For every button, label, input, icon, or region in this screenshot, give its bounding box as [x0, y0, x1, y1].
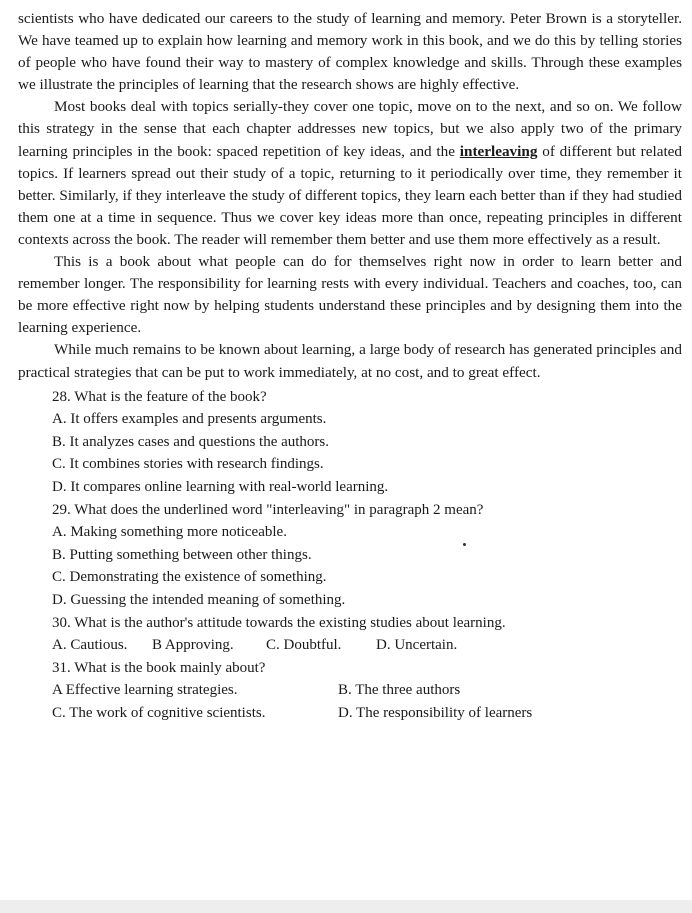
- question-30: [52, 612, 682, 657]
- paragraph-2-text-before: Most books deal with topics serially-they cover one topic, move on to the next, and so on. We follow this strategy in the sense that each chapter addresses new topics, but we also apply two of the primary learning principles in the book: spaced repetition of key ideas, and the: [18, 98, 682, 160]
- bottom-margin-strip: [0, 900, 692, 913]
- question-31-option-c: C. The work of cognitive scientists.: [52, 704, 266, 721]
- question-29-option-b: B. Putting something between other things.: [52, 546, 312, 563]
- question-28-stem: 28. What is the feature of the book?: [52, 388, 267, 405]
- question-28: [52, 386, 682, 499]
- question-29-option-d: D. Guessing the intended meaning of something.: [52, 591, 346, 608]
- paragraph-1: scientists who have dedicated our careers to the study of learning and memory. Peter Brown is a storyteller. We have teamed up to explain how learning and memory work in this book, and we do this by telling stories of people who have found their way to mastery of complex knowledge and skills. Through these examples we illustrate the principles of learning that the research shows are highly effective.: [18, 10, 682, 94]
- question-29: [52, 499, 682, 612]
- question-28-option-b: B. It analyzes cases and questions the authors.: [52, 433, 330, 450]
- question-31-options-row-2: [52, 702, 682, 725]
- question-30-option-a: A. Cautious.: [52, 637, 128, 654]
- paragraph-2-text-after: of different but related topics. If learners spread out their study of a topic, returning to it periodically over time, they remember it better. Similarly, if they interleave the study of different topics, they learn each better than if they had studied them one at a time in sequence. Thus we cover key ideas more than once, repeating principles in different contexts across the book. The reader will remember them better and use them more effectively as a result.: [18, 142, 682, 248]
- question-29-option-a: A. Making something more noticeable.: [52, 524, 287, 541]
- question-28-option-c: C. It combines stories with research findings.: [52, 456, 324, 473]
- question-28-option-a: A. It offers examples and presents arguments.: [52, 411, 327, 428]
- underlined-word-interleaving: interleaving: [459, 142, 538, 160]
- question-30-option-c: C. Doubtful.: [266, 637, 342, 654]
- question-31-option-b: B. The three authors: [338, 682, 461, 699]
- question-30-stem: 30. What is the author's attitude towards the existing studies about learning.: [52, 614, 506, 631]
- question-29-stem: 29. What does the underlined word "interleaving" in paragraph 2 mean?: [52, 501, 484, 518]
- question-28-option-d: D. It compares online learning with real-world learning.: [52, 478, 389, 495]
- paragraph-3: This is a book about what people can do for themselves right now in order to learn better and remember longer. The responsibility for learning rests with every individual. Teachers and coaches, too, can be more effective right now by helping students understand these principles and by designing them into the learning experience.: [18, 253, 682, 337]
- question-29-option-c: C. Demonstrating the existence of something.: [52, 569, 327, 586]
- paragraph-2: [18, 96, 682, 251]
- question-31-option-a: A Effective learning strategies.: [52, 682, 238, 699]
- scan-speck: [463, 543, 466, 546]
- question-30-options: [52, 634, 682, 657]
- paragraph-4: While much remains to be known about learning, a large body of research has generated principles and practical strategies that can be put to work immediately, at no cost, and to great effect.: [18, 341, 682, 381]
- question-31: [52, 657, 682, 725]
- question-31-stem: 31. What is the book mainly about?: [52, 659, 266, 676]
- question-31-options-row-1: [52, 679, 682, 702]
- question-30-option-b: B Approving.: [152, 637, 234, 654]
- question-list: [52, 386, 682, 725]
- question-31-option-d: D. The responsibility of learners: [338, 704, 533, 721]
- question-30-option-d: D. Uncertain.: [376, 637, 458, 654]
